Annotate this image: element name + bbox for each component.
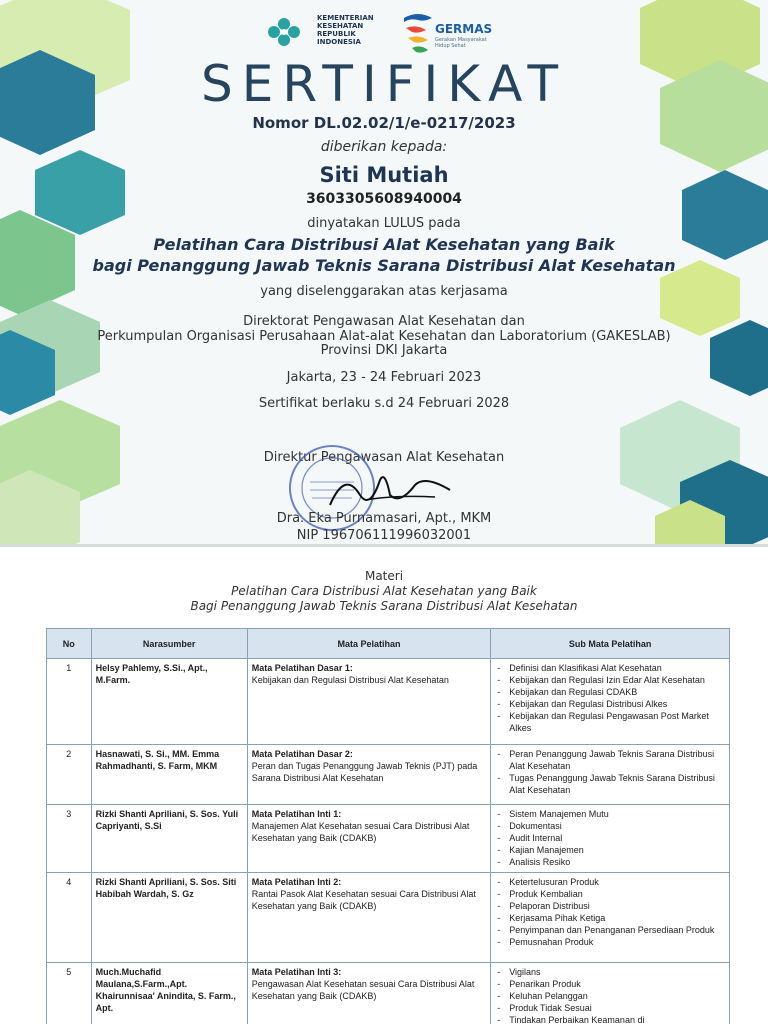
course-title: Mata Pelatihan Inti 1: — [251, 809, 342, 819]
sub-course-item: - Kebijakan dan Regulasi Izin Edar Alat Kesehatan — [505, 674, 725, 686]
recipient-id: 3603305608940004 — [306, 191, 462, 207]
given-to-label: diberikan kepada: — [320, 139, 448, 155]
sub-course-item: - Kajian Manajemen — [505, 844, 725, 856]
sub-course-item: - Penyimpanan dan Penanganan Persediaan Produk — [505, 924, 725, 936]
signer-nip: NIP 196706111996032001 — [296, 528, 472, 543]
organized-text: yang diselenggarakan atas kerjasama — [260, 284, 508, 299]
sub-course-item: - Kerjasama Pihak Ketiga — [505, 912, 725, 924]
germas-logo-text: GERMAS — [435, 22, 493, 36]
sub-course-item: - Audit Internal — [505, 832, 725, 844]
sub-course-cell — [491, 745, 730, 805]
certificate-number: Nomor DL.02.02/1/e-0217/2023 — [252, 114, 516, 132]
table-header-row — [47, 629, 730, 659]
place-date: Jakarta, 23 - 24 Februari 2023 — [286, 370, 482, 385]
declared-text: dinyatakan LULUS pada — [307, 216, 461, 231]
sub-course-item: - Vigilans — [505, 966, 725, 978]
sub-course-item: - Sistem Manajemen Mutu — [505, 808, 725, 820]
germas-tagline: Gerakan Masyarakat Hidup Sehat — [435, 37, 487, 49]
speaker: Helsy Pahlemy, S.Si., Apt., M.Farm. — [91, 659, 247, 745]
course-title: Mata Pelatihan Inti 2: — [251, 877, 342, 887]
sub-course-item: - Tindakan Perbaikan Keamanan di — [505, 1014, 725, 1024]
column-header-mata-pelatihan: Mata Pelatihan — [247, 629, 490, 659]
course-cell — [247, 805, 490, 873]
course-desc: Rantai Pasok Alat Kesehatan sesuai Cara Distribusi Alat Kesehatan yang Baik (CDAKB) — [251, 889, 476, 911]
column-header-narasumber: Narasumber — [91, 629, 247, 659]
sub-course-item: - Peran Penanggung Jawab Teknis Sarana Distribusi Alat Kesehatan — [505, 748, 725, 772]
sub-course-item: - Kebijakan dan Regulasi Distribusi Alkes — [505, 698, 725, 710]
sub-course-item: - Analisis Resiko — [505, 856, 725, 868]
sub-course-item: - Keluhan Pelanggan — [505, 990, 725, 1002]
organizer-line2: Perkumpulan Organisasi Perusahaan Alat-alat Kesehatan dan Laboratorium (GAKESLAB) — [97, 329, 671, 344]
sub-course-item: - Produk Kembalian — [505, 888, 725, 900]
column-header-no: No — [47, 629, 92, 659]
course-cell — [247, 659, 490, 745]
course-cell — [247, 873, 490, 963]
sub-course-cell — [491, 659, 730, 745]
row-number: 3 — [47, 805, 92, 873]
speaker: Hasnawati, S. Si., MM. Emma Rahmadhanti, S. Farm, MKM — [91, 745, 247, 805]
sub-course-item: - Pelaporan Distribusi — [505, 900, 725, 912]
materi-table — [46, 628, 730, 1024]
certificate-title: SERTIFIKAT — [200, 55, 567, 113]
speaker: Rizki Shanti Apriliani, S. Sos. Yuli Capriyanti, S.Si — [91, 805, 247, 873]
course-title: Mata Pelatihan Inti 3: — [251, 967, 342, 977]
recipient-name: Siti Mutiah — [319, 163, 449, 187]
course-desc: Kebijakan dan Regulasi Distribusi Alat Kesehatan — [251, 675, 449, 685]
course-desc: Pengawasan Alat Kesehatan sesuai Cara Distribusi Alat Kesehatan yang Baik (CDAKB) — [251, 979, 475, 1001]
sub-course-cell — [491, 963, 730, 1024]
materi-heading: Materi — [364, 569, 404, 583]
course-title: Mata Pelatihan Dasar 1: — [251, 663, 353, 673]
table-row — [47, 873, 730, 963]
sub-course-cell — [491, 873, 730, 963]
row-number: 5 — [47, 963, 92, 1024]
row-number: 4 — [47, 873, 92, 963]
table-row — [47, 963, 730, 1024]
signer-name: Dra. Eka Purnamasari, Apt., MKM — [276, 511, 492, 526]
signer-title: Direktur Pengawasan Alat Kesehatan — [263, 450, 505, 465]
sub-course-item: - Kebijakan dan Regulasi CDAKB — [505, 686, 725, 698]
table-row — [47, 659, 730, 745]
course-desc: Peran dan Tugas Penanggung Jawab Teknis (PJT) pada Sarana Distribusi Alat Kesehatan — [251, 761, 478, 783]
sub-course-item: - Penarikan Produk — [505, 978, 725, 990]
table-row — [47, 805, 730, 873]
sub-course-item: - Pemusnahan Produk — [505, 936, 725, 948]
organizer-line1: Direktorat Pengawasan Alat Kesehatan dan — [243, 314, 525, 329]
sub-course-item: - Tugas Penanggung Jawab Teknis Sarana Distribusi Alat Kesehatan — [505, 772, 725, 796]
row-number: 1 — [47, 659, 92, 745]
table-row — [47, 745, 730, 805]
validity-text: Sertifikat berlaku s.d 24 Februari 2028 — [258, 396, 510, 411]
materi-line2: Bagi Penanggung Jawab Teknis Sarana Distribusi Alat Kesehatan — [190, 599, 578, 613]
speaker: Much.Muchafid Maulana,S.Farm.,Apt. Khairunnisaa' Anindita, S. Farm., Apt. — [91, 963, 247, 1024]
sub-course-item: - Ketertelusuran Produk — [505, 876, 725, 888]
sub-course-item: - Produk Tidak Sesuai — [505, 1002, 725, 1014]
row-number: 2 — [47, 745, 92, 805]
sub-course-item: - Kebijakan dan Regulasi Pengawasan Post Market Alkes — [505, 710, 725, 734]
organizer-line3: Provinsi DKI Jakarta — [320, 343, 448, 358]
kemenkes-logo-text: KEMENTERIAN KESEHATAN REPUBLIK INDONESIA — [317, 14, 374, 46]
column-header-sub-mata-pelatihan: Sub Mata Pelatihan — [491, 629, 730, 659]
signature — [325, 465, 455, 515]
sub-course-item: - Definisi dan Klasifikasi Alat Kesehatan — [505, 662, 725, 674]
sub-course-cell — [491, 805, 730, 873]
course-desc: Manajemen Alat Kesehatan sesuai Cara Distribusi Alat Kesehatan yang Baik (CDAKB) — [251, 821, 470, 843]
training-title-line2: bagi Penanggung Jawab Teknis Sarana Distribusi Alat Kesehatan — [92, 256, 676, 275]
training-title-line1: Pelatihan Cara Distribusi Alat Kesehatan yang Baik — [153, 235, 615, 254]
speaker: Rizki Shanti Apriliani, S. Sos. Siti Habibah Wardah, S. Gz — [91, 873, 247, 963]
materi-page — [0, 547, 768, 1024]
sub-course-item: - Dokumentasi — [505, 820, 725, 832]
course-title: Mata Pelatihan Dasar 2: — [251, 749, 353, 759]
course-cell — [247, 963, 490, 1024]
materi-line1: Pelatihan Cara Distribusi Alat Kesehatan yang Baik — [231, 584, 537, 598]
course-cell — [247, 745, 490, 805]
